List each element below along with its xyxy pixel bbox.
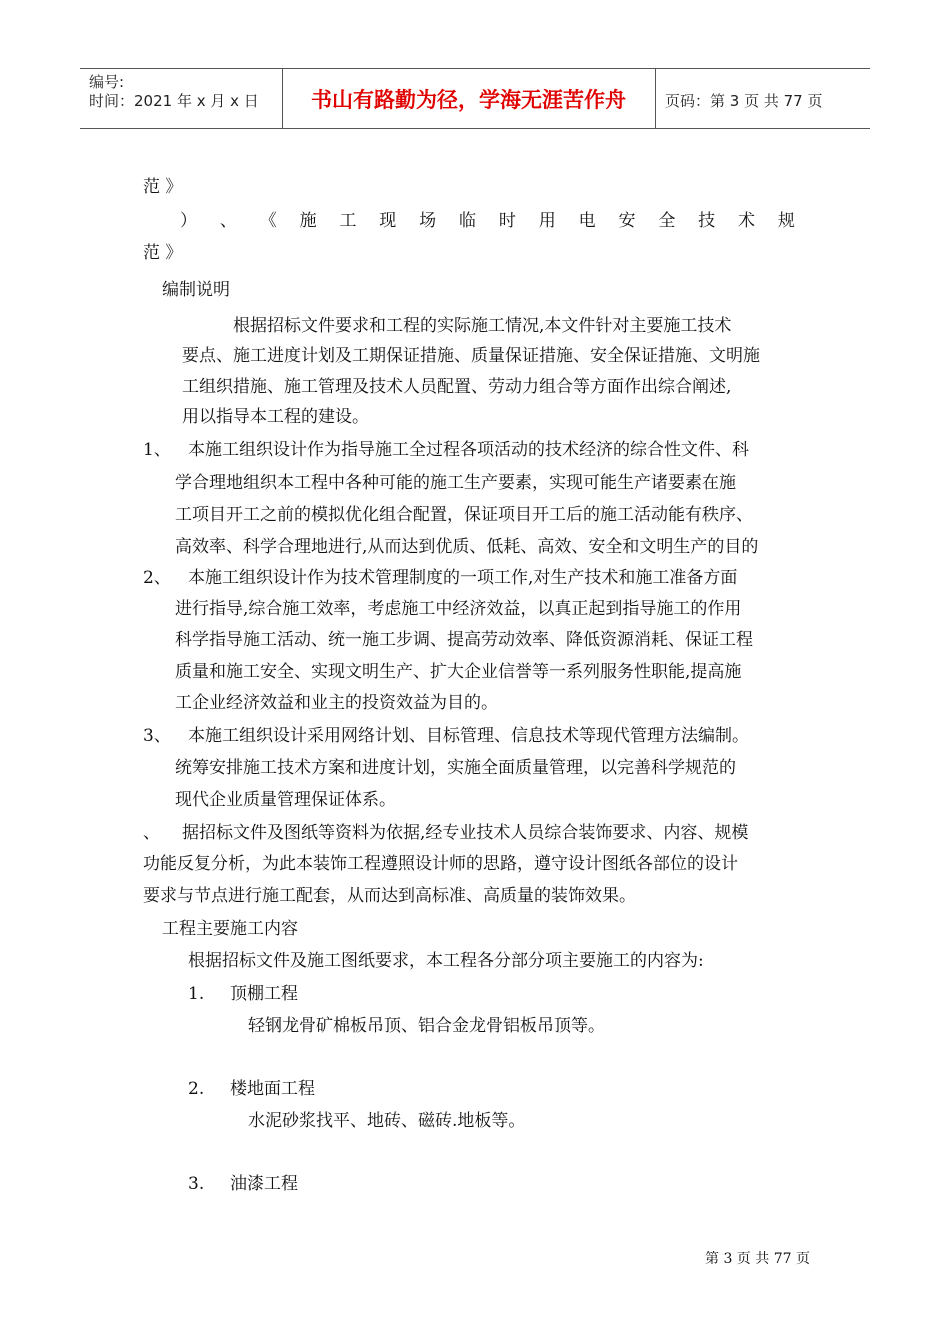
spread-char: 《 (259, 211, 277, 231)
item-2-line-4: 质量和施工安全、实现文明生产、扩大企业信誉等一系列服务性职能,提高施 (175, 662, 742, 682)
section-3-number: 3. (188, 1174, 205, 1194)
header-page-info: 页码：第 3 页 共 77 页 (665, 92, 823, 110)
spread-char: 现 (379, 211, 397, 231)
section-1-number: 1. (188, 984, 205, 1004)
section-1-title: 顶棚工程 (230, 984, 298, 1004)
header-motto: 书山有路勤为径，学海无涯苦作舟 (311, 88, 626, 112)
spread-title-line (180, 210, 795, 232)
section-3-title: 油漆工程 (230, 1174, 298, 1194)
spread-char: 全 (658, 211, 676, 231)
item-4-number: 、 (143, 823, 160, 843)
footer-page-number: 第 3 页 共 77 页 (705, 1251, 810, 1267)
intro-line: 根据招标文件及施工图纸要求，本工程各分部分项主要施工的内容为: (188, 951, 704, 971)
item-4-line-2: 功能反复分析，为此本装饰工程遵照设计师的思路，遵守设计图纸各部位的设计 (143, 854, 738, 874)
header-top-rule (80, 68, 870, 69)
spread-char: 用 (538, 211, 556, 231)
spread-char: 场 (419, 211, 437, 231)
item-4-line-3: 要求与节点进行施工配套，从而达到高标准、高质量的装饰效果。 (143, 886, 636, 906)
spread-char: 施 (299, 211, 317, 231)
spread-char: 规 (777, 211, 795, 231)
item-3-line-3: 现代企业质量管理保证体系。 (175, 790, 396, 810)
item-1-line-2: 学合理地组织本工程中各种可能的施工生产要素，实现可能生产诸要素在施 (175, 473, 736, 493)
section-2-title: 楼地面工程 (230, 1079, 315, 1099)
header-bottom-rule (80, 128, 870, 129)
item-3-line-1: 本施工组织设计采用网络计划、目标管理、信息技术等现代管理方法编制。 (188, 726, 749, 746)
item-3-line-2: 统筹安排施工技术方案和进度计划，实施全面质量管理，以完善科学规范的 (175, 758, 736, 778)
header-time-label: 时间：2021 年 x 月 x 日 (89, 92, 259, 110)
heading-gongcheng: 工程主要施工内容 (162, 919, 298, 939)
spread-char: 电 (578, 211, 596, 231)
header-number-label: 编号: (89, 73, 125, 91)
item-2-line-5: 工企业经济效益和业主的投资效益为目的。 (175, 693, 498, 713)
item-1-line-3: 工项目开工之前的模拟优化组合配置，保证项目开工后的施工活动能有秩序、 (175, 505, 753, 525)
section-2-number: 2. (188, 1079, 205, 1099)
heading-bianzhi: 编制说明 (162, 280, 230, 300)
spread-char: 安 (618, 211, 636, 231)
item-1-number: 1、 (143, 440, 171, 460)
section-2-desc: 水泥砂浆找平、地砖、磁砖.地板等。 (248, 1111, 526, 1131)
header-divider-right (655, 68, 656, 128)
spread-char: 术 (738, 211, 756, 231)
spread-char: 临 (459, 211, 477, 231)
para-1-line-4: 用以指导本工程的建设。 (182, 407, 369, 427)
item-4-line-1: 据招标文件及图纸等资料为依据,经专业技术人员综合装饰要求、内容、规模 (182, 823, 749, 843)
section-1-desc: 轻钢龙骨矿棉板吊顶、铝合金龙骨铝板吊顶等。 (248, 1016, 605, 1036)
para-1-line-1: 根据招标文件要求和工程的实际施工情况,本文件针对主要施工技术 (233, 316, 732, 336)
spread-char: 技 (698, 211, 716, 231)
item-3-number: 3、 (143, 726, 171, 746)
para-1-line-2: 要点、施工进度计划及工期保证措施、质量保证措施、安全保证措施、文明施 (182, 346, 760, 366)
line-fan-1: 范 》 (143, 177, 183, 197)
item-2-number: 2、 (143, 568, 171, 588)
spread-char: 时 (498, 211, 516, 231)
spread-char: ） (180, 211, 197, 231)
item-2-line-2: 进行指导,综合施工效率，考虑施工中经济效益，以真正起到指导施工的作用 (175, 599, 742, 619)
line-fan-2: 范 》 (143, 243, 183, 263)
item-1-line-4: 高效率、科学合理地进行,从而达到优质、低耗、高效、安全和文明生产的目的 (175, 537, 759, 557)
spread-char: 、 (219, 211, 237, 231)
item-1-line-1: 本施工组织设计作为指导施工全过程各项活动的技术经济的综合性文件、科 (188, 440, 749, 460)
item-2-line-1: 本施工组织设计作为技术管理制度的一项工作,对生产技术和施工准备方面 (188, 568, 738, 588)
item-2-line-3: 科学指导施工活动、统一施工步调、提高劳动效率、降低资源消耗、保证工程 (175, 630, 753, 650)
para-1-line-3: 工组织措施、施工管理及技术人员配置、劳动力组合等方面作出综合阐述, (182, 377, 732, 397)
spread-char: 工 (339, 211, 357, 231)
